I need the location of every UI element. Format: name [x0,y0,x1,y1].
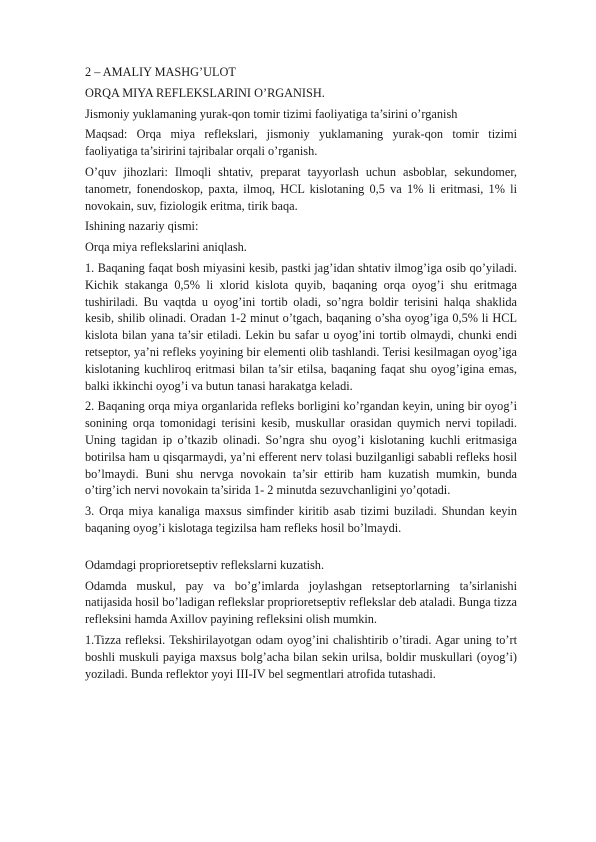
practice-heading: 2 – AMALIY MASHG’ULOT [85,65,236,79]
topic-heading: ORQA MIYA REFLEKSLARINI O’RGANISH. [85,85,325,100]
section-title-proprioceptive: Odamdagi proprioretseptiv reflekslarni kuzatish. [85,557,325,572]
paragraph-3: 3. Orqa miya kanaliga maxsus simfinder kiritib asab tizimi buziladi. Shundan keyin baqaning oyog’i kislotaga tegizilsa ham refleks hosil bo’lmaydi. [85,504,517,535]
subtitle: Jismoniy yuklamaning yurak-qon tomir tizimi faoliyatiga ta’sirini o’rganish [85,106,458,121]
paragraph-4: Odamda muskul, pay va bo’g’imlarda joylashgan retseptorlarning ta’sirlanishi natijasida hosil bo’ladigan reflekslar proprioretseptiv reflekslar deb ataladi. Bunga tizza refleksini hamda Axillov payining refleksini olish mumkin. [85,578,517,627]
equipment-paragraph: O’quv jihozlari: Ilmoqli shtativ, preparat tayyorlash uchun asboblar, sekundomer, tanometr, fonendoskop, paxta, ilmoq, HCL kislotaning 0,5 va 1% li eritmasi, 1% li novokain, suv, fiziologik eritma, tirik baqa. [85,164,517,213]
goal-paragraph: Maqsad: Orqa miya reflekslari, jismoniy yuklamaning yurak-qon tomir tizimi faoliyatiga ta’siririni tajribalar orqali o’rganish. [85,127,517,159]
theory-title: Ishining nazariy qismi: [85,219,199,234]
paragraph-5: 1.Tizza refleksi. Tekshirilayotgan odam oyog’ini chalishtirib o’tiradi. Agar uning to’rt boshli muskuli payiga maxsus bolg’acha bilan sekin urilsa, boldir muskullari (oyog’i) yoziladi. Bunda reflektor yoyi III-IV bel segmentlari atrofida tutashadi. [85,632,517,681]
paragraph-1: 1. Baqaning faqat bosh miyasini kesib, pastki jag’idan shtativ ilmog’iga osib qo’yiladi. Kichik stakanga 0,5% li xlorid kislota quyib, baqaning orqa oyog’i shu eritmaga tushiriladi. Bu vaqtda u oyog’ini tortib oladi, so’ngra boldir terisini halqa shaklida kesib, shilib olinadi. Oradan 1-2 minut o’tgach, baqaning o’sha oyog’iga 0,5% li HCL kislota bilan yana ta’sir etiladi. Lekin bu safar u oyog’ini tortib olmaydi, chunki endi retseptor, ya’ni refleks yoyining bir elementi olib tashlandi. Terisi kesilmagan oyog’iga kislotaning kuchliroq eritmasi bilan ta’sir etilsa, baqaning faqat shu oyog’igina emas, balki ikkinchi oyog’i va butun tanasi harakatga keladi. [85,260,517,393]
section-title-spinal-reflexes: Orqa miya reflekslarini aniqlash. [85,240,247,255]
document-page [85,64,517,686]
section-spacer [85,541,517,557]
paragraph-2: 2. Baqaning orqa miya organlarida refleks borligini ko’rgandan keyin, uning bir oyog’i sonining orqa tomonidagi terisini kesib, muskullar orasidan quymich nervi topiladi. Uning tagidan ip o’tkazib olinadi. So’ngra shu oyog’i kislotaning kuchli eritmasiga botirilsa ham u qisqarmaydi, ya’ni efferent nerv tolasi buzilganligi sababli refleks hosil bo’lmaydi. Buni shu nervga novokain ta’sir ettirib ham kuzatish mumkin, bunda o’tirg’ich nervi novokain ta’sirida 1- 2 minutda sezuvchanligini yo’qotadi. [85,399,517,498]
